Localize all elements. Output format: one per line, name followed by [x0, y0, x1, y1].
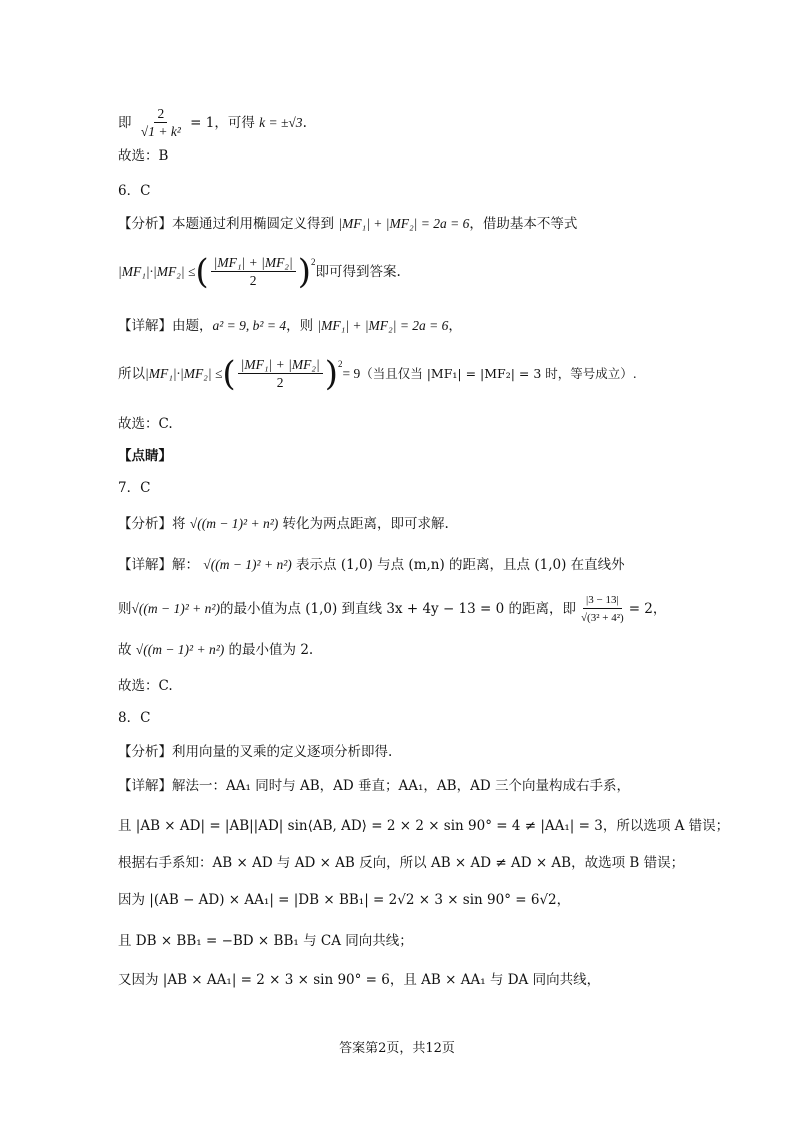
fraction: $\frac{2}{\text{√1 + k²}}$: [140, 106, 181, 139]
line-17: 【分析】利用向量的叉乘的定义逐项分析即得.: [118, 744, 393, 760]
line-19: 且 |AB × AD| = |AB||AD| sin⟨AB, AD⟩ = 2 × 2 × sin 90° = 4 ≠ |AA₁| = 3，所以选项 A 错误；: [118, 818, 730, 834]
line-11: 【分析】将 √((m − 1)² + n²) 转化为两点距离，即可求解.: [118, 516, 449, 532]
line-3: 6．C: [118, 183, 151, 199]
line-12: 【详解】解： √((m − 1)² + n²) 表示点 (1,0) 与点 (m,n) 的距离，且点 (1,0) 在直线外: [118, 557, 625, 573]
page-footer: 答案第2页，共12页: [339, 1041, 455, 1056]
line-15: 故选：C.: [118, 678, 173, 694]
line-5: |MF₁|·|MF₂| ≤ ( $\frac{\text{|MF₁| + |MF₂|}}{2}$ ) 2 即可得到答案.: [118, 252, 401, 292]
line-8: 故选：C.: [118, 416, 173, 432]
line-18: 【详解】解法一：AA₁ 同时与 AB，AD 垂直；AA₁，AB，AD 三个向量构成右手系，: [118, 778, 630, 794]
line-13: 则 √((m − 1)² + n²) 的最小值为点 (1,0) 到直线 3x + 4y − 13 = 0 的距离，即 $\frac{|3 - 13|}{\text{√(3² + 4²)}}$ = 2，: [118, 593, 667, 624]
line-10: 7．C: [118, 480, 151, 496]
line-23: 又因为 |AB × AA₁| = 2 × 3 × sin 90° = 6，且 AB × AA₁ 与 DA 同向共线，: [118, 972, 601, 988]
line-1: 即 $\frac{2}{\text{√1 + k²}}$ = 1，可得 k = ±√3.: [118, 106, 307, 139]
line-14: 故 √((m − 1)² + n²) 的最小值为 2.: [118, 642, 314, 658]
line-7: 所以 |MF₁|·|MF₂| ≤ ( $\frac{\text{|MF₁| + |MF₂|}}{2}$ ) 2 = 9 （当且仅当 |MF₁| = |MF₂| = 3 时，等号成立）.: [118, 354, 637, 394]
line-6: 【详解】由题，a² = 9, b² = 4，则 |MF₁| + |MF₂| = 2a = 6，: [118, 318, 462, 334]
line-2: 故选：B: [118, 148, 169, 164]
text: 即: [118, 115, 136, 131]
line-16: 8．C: [118, 710, 151, 726]
line-22: 且 DB × BB₁ = −BD × BB₁ 与 CA 同向共线；: [118, 933, 413, 949]
line-20: 根据右手系知：AB × AD 与 AD × AB 反向，所以 AB × AD ≠ AD × AB，故选项 B 错误；: [118, 855, 685, 871]
line-9: 【点睛】: [118, 448, 172, 464]
line-21: 因为 |(AB − AD) × AA₁| = |DB × BB₁| = 2√2 × 3 × sin 90° = 6√2，: [118, 892, 571, 908]
line-4: 【分析】本题通过利用椭圆定义得到 |MF₁| + |MF₂| = 2a = 6，借助基本不等式: [118, 216, 578, 232]
